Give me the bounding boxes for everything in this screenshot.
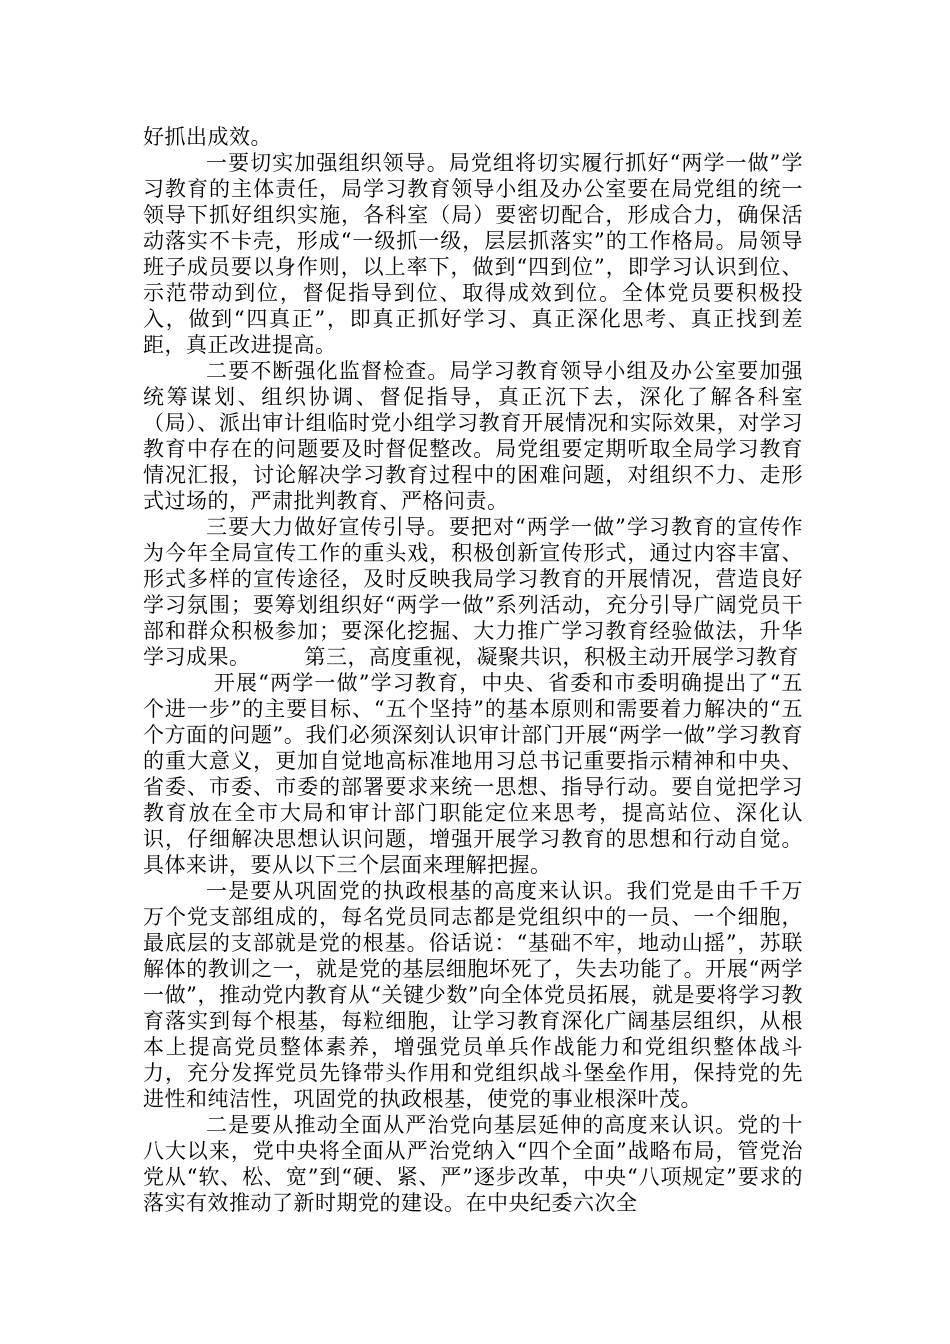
paragraph-study-education: 开展“两学一做”学习教育，中央、省委和市委明确提出了“五个进一步”的主要目标、“五个坚持”的基本原则和需要着力解决的“五个方面的问题”。我们必须深刻认识审计部门开展“两学一做”学习教育的重大意义，更加自觉地高标准地用习总书记重要指示精神和中央、省委、市委、市委的部署要求来统一思想、指导行动。要自觉把学习教育放在全市大局和审计部门职能定位来思考，提高站位、深化认识，仔细解决思想认识问题，增强开展学习教育的思想和行动自觉。具体来讲，要从以下三个层面来理解把握。 [143, 671, 803, 877]
paragraph-continuation: 好抓出成效。 [143, 125, 272, 149]
paragraph-publicity-guidance: 三要大力做好宣传引导。要把对“两学一做”学习教育的宣传作为今年全局宣传工作的重头戏，积极创新宣传形式，通过内容丰富、形式多样的宣传途径，及时反映我局学习教育的开展情况，营造良好学习氛围；要筹划组织好“两学一做”系列活动，充分引导广阔党员干部和群众积极参加；要深化挖掘、大力推广学习教育经验做法，升华学习成果。 第三，高度重视，凝聚共识，积极主动开展学习教育 [143, 515, 803, 669]
paragraph-supervision-inspection: 二要不断强化监督检查。局学习教育领导小组及办公室要加强统筹谋划、组织协调、督促指导，真正沉下去，深化了解各科室（局）、派出审计组临时党小组学习教育开展情况和实际效果，对学习教育中存在的问题要及时督促整改。局党组要定期听取全局学习教育情况汇报，讨论解决学习教育过程中的困难问题，对组织不力、走形式过场的，严肃批判教育、严格问责。 [143, 359, 803, 513]
paragraph-strict-governance: 二是要从推动全面从严治党向基层延伸的高度来认识。党的十八大以来，党中央将全面从严治党纳入“四个全面”战略布局，管党治党从“软、松、宽”到“硬、紧、严”逐步改革，中央“八项规定”要求的落实有效推动了新时期党的建设。在中央纪委六次全 [143, 1113, 803, 1215]
paragraph-organization-leadership: 一要切实加强组织领导。局党组将切实履行抓好“两学一做”学习教育的主体责任，局学习教育领导小组及办公室要在局党组的统一领导下抓好组织实施，各科室（局）要密切配合，形成合力，确保活动落实不卡壳，形成“一级抓一级，层层抓落实”的工作格局。局领导班子成员要以身作则，以上率下，做到“四到位”，即学习认识到位、示范带动到位，督促指导到位、取得成效到位。全体党员要积极投入，做到“四真正”，即真正抓好学习、真正深化思考、真正找到差距，真正改进提高。 [143, 151, 803, 357]
paragraph-ruling-foundation: 一是要从巩固党的执政根基的高度来认识。我们党是由千千万万个党支部组成的，每名党员同志都是党组织中的一员、一个细胞，最底层的支部就是党的根基。俗话说：“基础不牢，地动山摇”，苏联解体的教训之一，就是党的基层细胞坏死了，失去功能了。开展“两学一做”，推动党内教育从“关键少数”向全体党员拓展，就是要将学习教育落实到每个根基，每粒细胞，让学习教育深化广阔基层组织，从根本上提高党员整体素养，增强党员单兵作战能力和党组织整体战斗力，充分发挥党员先锋带头作用和党组织战斗堡垒作用，保持党的先进性和纯洁性，巩固党的执政根基，使党的事业根深叶茂。 [143, 879, 803, 1111]
document-body [143, 124, 803, 1216]
